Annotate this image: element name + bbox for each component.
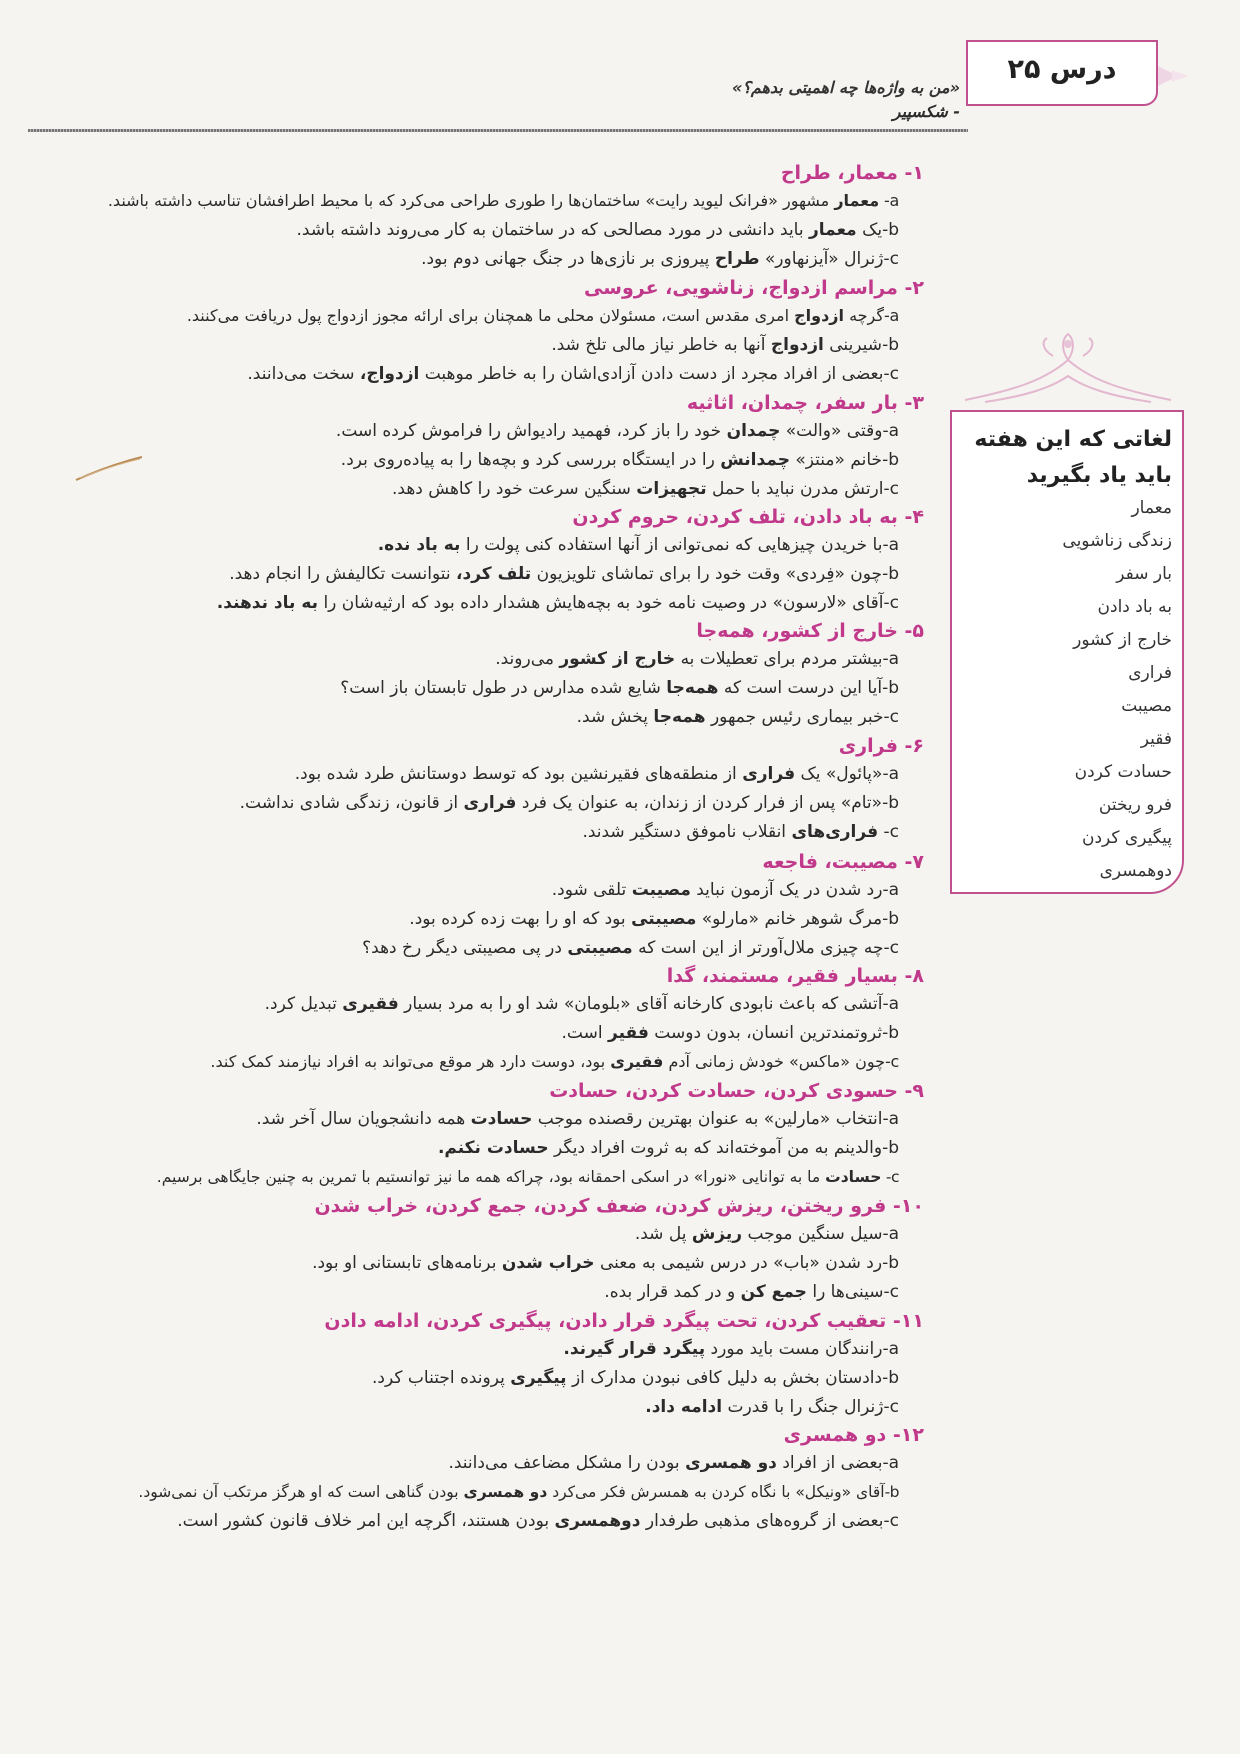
sentence-text-after: از منطقه‌های فقیرنشین بود که توسط دوستانش طرد شده بود. [294, 764, 737, 784]
example-sentence [295, 761, 899, 787]
example-sentence [247, 361, 899, 387]
sentence-text-after: بودن گناهی است که او هرگز مرتکب آن نمی‌شود. [138, 1483, 459, 1501]
weekly-words-list [962, 492, 1172, 888]
sentence-text-before: ارتش مدرن نباید با حمل [712, 479, 884, 499]
sentence-text-before: چه چیزی ملال‌آورتر از این است که [638, 938, 884, 958]
sentence-keyword: جمع کن [740, 1282, 807, 1302]
sentence-text-after: در پی مصیبتی دیگر رخ دهد؟ [362, 938, 562, 958]
sentence-text-after: مشهور «فرانک لیوید رایت» ساختمان‌ها را طوری طراحی می‌کرد که با محیط اطرافشان تناسب داشته باشند. [107, 191, 830, 210]
sentence-text-before: گرچه [849, 306, 884, 325]
sentence-text-after: را در ایستگاه بررسی کرد و بچه‌ها را به پیاده‌روی برد. [340, 450, 715, 470]
sentence-keyword: پیگرد قرار گیرند. [563, 1339, 706, 1359]
weekly-word-item: به باد دادن [1097, 597, 1172, 617]
sentence-text-before: رد شدن در یک آزمون نباید [696, 880, 883, 900]
lesson-header-box [966, 40, 1158, 106]
sentence-keyword: همه‌جا [653, 707, 706, 727]
example-sentence [409, 906, 899, 932]
sentence-letter: c- [883, 1511, 899, 1531]
entry-title: ۷- مصیبت، فاجعه [762, 851, 924, 873]
sentence-text-after: پرونده اجتناب کرد. [372, 1368, 505, 1388]
sentence-text-before: بعضی از افراد [782, 1453, 883, 1473]
sentence-text-after: تبدیل کرد. [264, 994, 337, 1014]
sentence-text-before: «تام» پس از فرار کردن از زندان، به عنوان یک فرد [521, 793, 883, 813]
example-sentence [177, 1508, 899, 1534]
arrow-tab-icon [1158, 62, 1192, 90]
weekly-word-item: خارج از کشور [1073, 630, 1172, 650]
sentence-text-after: از قانون، زندگی شادی نداشت. [239, 793, 459, 813]
sentence-text-before: آیا این درست است که [723, 678, 883, 698]
sentence-letter: c- [885, 1052, 899, 1071]
example-sentence [229, 561, 899, 587]
sentence-letter: a- [882, 649, 899, 669]
sentence-keyword: دو همسری [463, 1483, 548, 1501]
entry-title: ۱۱- تعقیب کردن، تحت پیگرد قرار دادن، پیگیری کردن، ادامه دادن [324, 1310, 924, 1332]
weekly-word-item: مصیبت [1121, 696, 1172, 716]
sentence-letter: c- [883, 364, 899, 384]
sentence-text-after: آنها به خاطر نیاز مالی تلخ شد. [551, 335, 766, 355]
sentence-text-before: یک [862, 220, 883, 240]
entry-title: ۱۰- فرو ریختن، ریزش کردن، ضعف کردن، جمع کردن، خراب شدن [314, 1195, 924, 1217]
sentence-letter: b- [882, 1138, 899, 1158]
sentence-keyword: دو همسری [685, 1453, 777, 1473]
example-sentence [108, 188, 899, 214]
epigraph-quote: «من به واژه‌ها چه اهمیتی بدهم؟» [731, 78, 960, 97]
example-sentence [645, 1394, 899, 1420]
sentence-text-after: سنگین سرعت خود را کاهش دهد. [392, 479, 631, 499]
sentence-letter: c- [883, 1282, 899, 1302]
sentence-keyword: ازدواج [770, 335, 824, 355]
sentence-text-before: «پائول» یک [800, 764, 883, 784]
sentence-letter: b- [882, 1253, 899, 1273]
sentence-keyword: فقیری [342, 994, 399, 1014]
weekly-word-item: پیگیری کردن [1082, 828, 1172, 848]
sentence-keyword: تلف کرد، [456, 564, 532, 584]
sentence-letter: c- [883, 707, 899, 727]
example-sentence [210, 1049, 899, 1075]
sentence-keyword: پیگیری [510, 1368, 567, 1388]
example-sentence [438, 1135, 899, 1161]
sentence-letter: c- [883, 249, 899, 269]
example-sentence [256, 1106, 899, 1132]
example-sentence [378, 532, 899, 558]
weekly-word-item: دوهمسری [1099, 861, 1172, 881]
sentence-letter: b- [882, 564, 899, 584]
sentence-text-after: امری مقدس است، مسئولان محلی ما همچنان برای ارائه مجوز ازدواج پول دریافت می‌کنند. [186, 306, 790, 325]
sentence-keyword: به باد نده. [377, 535, 461, 555]
example-sentence [372, 1365, 899, 1391]
sentence-text-before: آقای «ونیکل» با نگاه کردن به همسرش فکر می‌کرد [552, 1483, 885, 1501]
sentence-text-after: برنامه‌های تابستانی او بود. [312, 1253, 497, 1273]
sentence-keyword: معمار [834, 191, 880, 210]
sentence-keyword: فراری‌های [791, 822, 879, 842]
sentence-text-after: و در کمد قرار بده. [604, 1282, 736, 1302]
sentence-keyword: فقیر [608, 1023, 649, 1043]
sentence-letter: b- [882, 450, 899, 470]
example-sentence [265, 991, 899, 1017]
sentence-text-after: پل شد. [634, 1224, 687, 1244]
sentence-letter: b- [882, 335, 899, 355]
weekly-word-item: بار سفر [1116, 564, 1172, 584]
sentence-letter: a- [884, 306, 899, 325]
sentence-keyword: خراب شدن [501, 1253, 595, 1273]
sentence-keyword: فراری [463, 793, 517, 813]
sentence-letter: b- [882, 793, 899, 813]
weekly-word-item: زندگی زناشویی [1062, 531, 1172, 551]
example-sentence [217, 590, 899, 616]
lesson-title: درس ۲۵ [1007, 54, 1117, 85]
sentence-letter: c- [883, 593, 899, 613]
sentence-text-before: با خریدن چیزهایی که نمی‌توانی از آنها استفاده کنی پولت را [465, 535, 883, 555]
sentence-text-before: رانندگان مست باید مورد [710, 1339, 883, 1359]
sentence-letter: b- [882, 1023, 899, 1043]
sentence-text-before: خانم «منتز» [795, 450, 883, 470]
example-sentence [297, 217, 899, 243]
weekly-word-item: فراری [1128, 663, 1172, 683]
sentence-text-after: بود، دوست دارد هر موقع می‌تواند به افراد نیازمند کمک کند. [210, 1052, 606, 1071]
sentence-letter: a- [882, 764, 899, 784]
sentence-keyword: فراری [742, 764, 796, 784]
sentence-letter: a- [882, 1453, 899, 1473]
example-sentence [240, 790, 899, 816]
weekly-word-item: معمار [1131, 498, 1172, 518]
sentence-letter: a- [882, 535, 899, 555]
entry-title: ۱- معمار، طراح [780, 162, 924, 184]
sentence-text-after: بودن هستند، اگرچه این امر خلاف قانون کشور است. [177, 1511, 550, 1531]
example-sentence [362, 935, 899, 961]
sentence-letter: b- [884, 1483, 899, 1501]
example-sentence [312, 1250, 899, 1276]
pen-stroke-mark-icon [74, 454, 144, 484]
sentence-text-before: والدینم به من آموخته‌اند که به ثروت افراد دیگر [554, 1138, 883, 1158]
sentence-text-before: انتخاب «مارلین» به عنوان بهترین رقصنده موجب [537, 1109, 883, 1129]
example-sentence [138, 1479, 899, 1505]
example-sentence [392, 476, 899, 502]
sentence-text-after: نتوانست تکالیفش را انجام دهد. [229, 564, 451, 584]
entry-title: ۵- خارج از کشور، همه‌جا [696, 620, 924, 642]
example-sentence [604, 1279, 899, 1305]
header-divider [28, 129, 968, 132]
sentence-text-after: همه دانشجویان سال آخر شد. [256, 1109, 466, 1129]
sentence-keyword: ادامه داد. [645, 1397, 723, 1417]
sentence-text-after: خود را باز کرد، فهمید رادیواش را فراموش کرده است. [335, 421, 722, 441]
sentence-text-before: خبر بیماری رئیس جمهور [710, 707, 884, 727]
entry-title: ۶- فراری [838, 735, 924, 757]
sentence-keyword: فقیری [610, 1052, 664, 1071]
sentence-text-before: ژنرال جنگ را با قدرت [727, 1397, 884, 1417]
sentence-text-before: ثروتمندترین انسان، بدون دوست [654, 1023, 883, 1043]
sentence-letter: c- [883, 938, 899, 958]
weekly-word-item: فقیر [1140, 729, 1172, 749]
sentence-letter: a- [882, 994, 899, 1014]
weekly-word-item: فرو ریختن [1098, 795, 1172, 815]
sentence-keyword: تجهیزات [636, 479, 707, 499]
sentence-keyword: خارج از کشور [559, 649, 676, 669]
sentence-keyword: ریزش [691, 1224, 743, 1244]
sentence-text-after: باید دانشی در مورد مصالحی که در ساختمان به کار می‌روند داشته باشد. [296, 220, 804, 240]
sentence-keyword: حسادت [470, 1109, 533, 1129]
example-sentence [448, 1450, 899, 1476]
entry-title: ۸- بسیار فقیر، مستمند، گدا [666, 965, 924, 987]
sentence-text-after: می‌روند. [495, 649, 554, 669]
example-sentence [336, 418, 899, 444]
sentence-keyword: ازدواج [794, 306, 844, 325]
example-sentence [552, 877, 899, 903]
sentence-keyword: مصیبت [631, 880, 691, 900]
sentence-letter: a- [882, 880, 899, 900]
entry-title: ۱۲- دو همسری [783, 1424, 924, 1446]
sentence-text-before: چون «فِردی» وقت خود را برای تماشای تلویزیون [536, 564, 883, 584]
sentence-letter: a- [882, 1109, 899, 1129]
sentence-keyword: دوهمسری [554, 1511, 641, 1531]
example-sentence [495, 646, 899, 672]
sentence-letter: a- [882, 1224, 899, 1244]
sentence-keyword: معمار [809, 220, 857, 240]
sentence-text-after: است. [561, 1023, 603, 1043]
example-sentence [340, 675, 899, 701]
weekly-word-item: حسادت کردن [1074, 762, 1172, 782]
sentence-letter: c- [883, 822, 899, 842]
sentence-text-before: بعضی از افراد مجرد از دست دادن آزادی‌اشان را به خاطر موهبت [424, 364, 884, 384]
sentence-text-before: بعضی از گروه‌های مذهبی طرفدار [645, 1511, 884, 1531]
sentence-letter: b- [882, 909, 899, 929]
sentence-letter: a- [882, 421, 899, 441]
sentence-text-before: وقتی «والت» [785, 421, 883, 441]
sentence-keyword: همه‌جا [666, 678, 719, 698]
sentence-text-before: سینی‌ها را [812, 1282, 884, 1302]
sentence-text-before: ژنرال «آیزنهاور» [764, 249, 884, 269]
sentence-keyword: حسادت نکنم. [437, 1138, 549, 1158]
sentence-text-before: رد شدن «باب» در درس شیمی به معنی [599, 1253, 883, 1273]
ornament-flourish-icon [955, 330, 1181, 410]
sentence-letter: a- [882, 1339, 899, 1359]
entry-title: ۲- مراسم ازدواج، زناشویی، عروسی [584, 277, 924, 299]
sentence-keyword: مصیبتی [631, 909, 697, 929]
example-sentence [421, 246, 899, 272]
weekly-words-title: لغاتی که این هفته باید یاد بگیرید [974, 427, 1172, 488]
sentence-text-before: آتشی که باعث نابودی کارخانه آقای «بلومان» شد او را به مرد بسیار [404, 994, 883, 1014]
example-sentence [341, 447, 899, 473]
sentence-text-before: مرگ شوهر خانم «مارلو» [701, 909, 883, 929]
sentence-text-before: دادستان بخش به دلیل کافی نبودن مدارک از [571, 1368, 883, 1388]
sentence-keyword: حسادت [825, 1168, 882, 1186]
example-sentence [563, 1336, 899, 1362]
sentence-letter: b- [882, 1368, 899, 1388]
sentence-keyword: به باد ندهند. [216, 593, 319, 613]
sentence-text-after: انقلاب ناموفق دستگیر شدند. [582, 822, 787, 842]
sentence-letter: c- [883, 479, 899, 499]
sentence-text-after: شایع شده مدارس در طول تابستان باز است؟ [340, 678, 661, 698]
sentence-letter: c- [883, 1397, 899, 1417]
sentence-text-after: پیروزی بر نازی‌ها در جنگ جهانی دوم بود. [421, 249, 710, 269]
sentence-text-after: تلقی شود. [551, 880, 627, 900]
sentence-text-after: پخش شد. [576, 707, 649, 727]
sentence-text-before: بیشتر مردم برای تعطیلات به [680, 649, 883, 669]
example-sentence [635, 1221, 899, 1247]
sentence-letter: c- [885, 1168, 899, 1186]
example-sentence [551, 332, 899, 358]
example-sentence [577, 704, 899, 730]
sentence-keyword: مصیبتی [567, 938, 633, 958]
epigraph-author: - شکسپیر [892, 102, 960, 121]
sentence-text-after: ما به توانایی «نورا» در اسکی احمقانه بود، چراکه همه ما نیز توانستیم با تمرین به چنین جایگاهی برسیم. [156, 1168, 821, 1186]
sentence-letter: b- [882, 220, 899, 240]
example-sentence [562, 1020, 899, 1046]
sentence-text-after: بودن را مشکل مضاعف می‌دانند. [448, 1453, 680, 1473]
weekly-words-box [950, 410, 1184, 894]
sentence-keyword: طراح [714, 249, 760, 269]
example-sentence [157, 1164, 899, 1190]
sentence-text-before: آقای «لارسون» در وصیت نامه خود به بچه‌هایش هشدار داده بود که ارثیه‌شان را [323, 593, 884, 613]
sentence-keyword: چمدان [726, 421, 781, 441]
example-sentence [582, 819, 899, 845]
sentence-keyword: ازدواج، [359, 364, 420, 384]
sentence-text-after: سخت می‌دانند. [247, 364, 355, 384]
example-sentence [187, 303, 899, 329]
entry-title: ۹- حسودی کردن، حسادت کردن، حسادت [549, 1080, 924, 1102]
entry-title: ۴- به باد دادن، تلف کردن، حروم کردن [572, 506, 924, 528]
sentence-text-after: بود که او را بهت زده کرده بود. [409, 909, 626, 929]
sentence-text-before: چون «ماکس» خودش زمانی آدم [668, 1052, 886, 1071]
sentence-letter: b- [882, 678, 899, 698]
sentence-text-before: شیرینی [829, 335, 883, 355]
entry-title: ۳- بار سفر، چمدان، اثاثیه [686, 392, 924, 414]
sentence-letter: a- [884, 191, 899, 210]
sentence-text-before: سیل سنگین موجب [747, 1224, 883, 1244]
sentence-keyword: چمدانش [720, 450, 790, 470]
